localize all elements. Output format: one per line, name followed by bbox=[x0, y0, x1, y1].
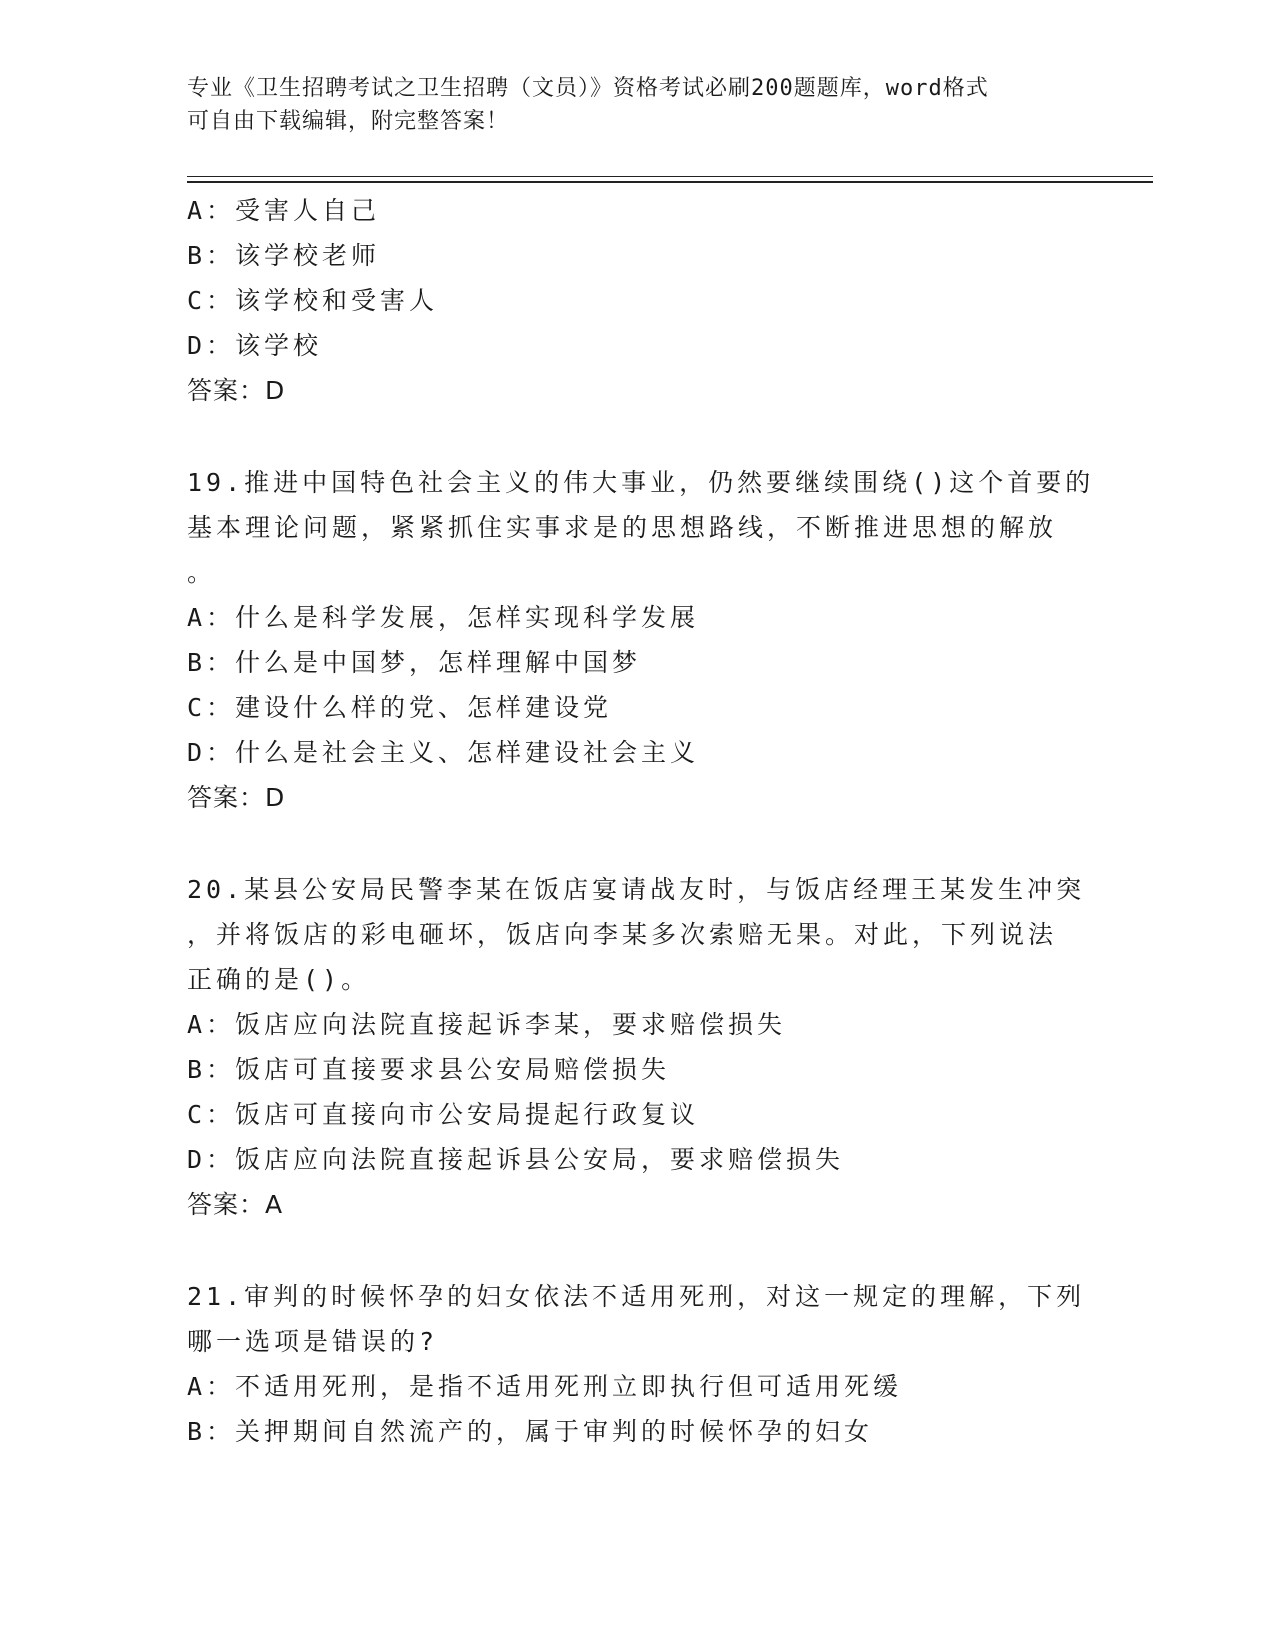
option-b: B：什么是中国梦，怎样理解中国梦 bbox=[187, 648, 642, 677]
option-d: D：饭店应向法院直接起诉县公安局，要求赔偿损失 bbox=[187, 1145, 845, 1174]
question-text-line: 。 bbox=[187, 558, 217, 587]
answer-line: 答案：A bbox=[187, 1190, 284, 1219]
document-header bbox=[187, 72, 1087, 138]
question-18 bbox=[187, 188, 1087, 413]
header-line-2: 可自由下载编辑，附完整答案！ bbox=[187, 109, 510, 134]
answer-line: 答案：D bbox=[187, 376, 286, 405]
option-a: A：饭店应向法院直接起诉李某，要求赔偿损失 bbox=[187, 1010, 787, 1039]
header-line-1: 专业《卫生招聘考试之卫生招聘（文员）》资格考试必刷200题题库，word格式 bbox=[187, 76, 989, 101]
header-divider-thick bbox=[187, 181, 1153, 183]
question-21 bbox=[187, 1274, 1087, 1454]
option-a: A：不适用死刑，是指不适用死刑立即执行但可适用死缓 bbox=[187, 1372, 903, 1401]
option-c: C：该学校和受害人 bbox=[187, 286, 439, 315]
question-19 bbox=[187, 460, 1095, 820]
header-divider-thin bbox=[187, 176, 1153, 177]
question-text-line: 哪一选项是错误的? bbox=[187, 1327, 439, 1356]
option-b: B：关押期间自然流产的，属于审判的时候怀孕的妇女 bbox=[187, 1417, 874, 1446]
option-a: A：受害人自己 bbox=[187, 196, 381, 225]
document-body bbox=[187, 188, 1095, 1454]
question-text-line: 基本理论问题，紧紧抓住实事求是的思想路线，不断推进思想的解放 bbox=[187, 513, 1058, 542]
option-b: B：该学校老师 bbox=[187, 241, 381, 270]
option-b: B：饭店可直接要求县公安局赔偿损失 bbox=[187, 1055, 671, 1084]
question-text-line: 21.审判的时候怀孕的妇女依法不适用死刑，对这一规定的理解，下列 bbox=[187, 1282, 1086, 1311]
question-20 bbox=[187, 867, 1087, 1227]
answer-line: 答案：D bbox=[187, 783, 286, 812]
question-text-line: 20.某县公安局民警李某在饭店宴请战友时，与饭店经理王某发生冲突 bbox=[187, 875, 1086, 904]
question-text-line: 19.推进中国特色社会主义的伟大事业，仍然要继续围绕()这个首要的 bbox=[187, 468, 1095, 497]
option-d: D：什么是社会主义、怎样建设社会主义 bbox=[187, 738, 700, 767]
option-c: C：建设什么样的党、怎样建设党 bbox=[187, 693, 613, 722]
question-text-line: 正确的是()。 bbox=[187, 965, 371, 994]
option-c: C：饭店可直接向市公安局提起行政复议 bbox=[187, 1100, 700, 1129]
option-a: A：什么是科学发展，怎样实现科学发展 bbox=[187, 603, 700, 632]
question-text-line: ，并将饭店的彩电砸坏，饭店向李某多次索赔无果。对此，下列说法 bbox=[187, 920, 1058, 949]
option-d: D：该学校 bbox=[187, 331, 323, 360]
